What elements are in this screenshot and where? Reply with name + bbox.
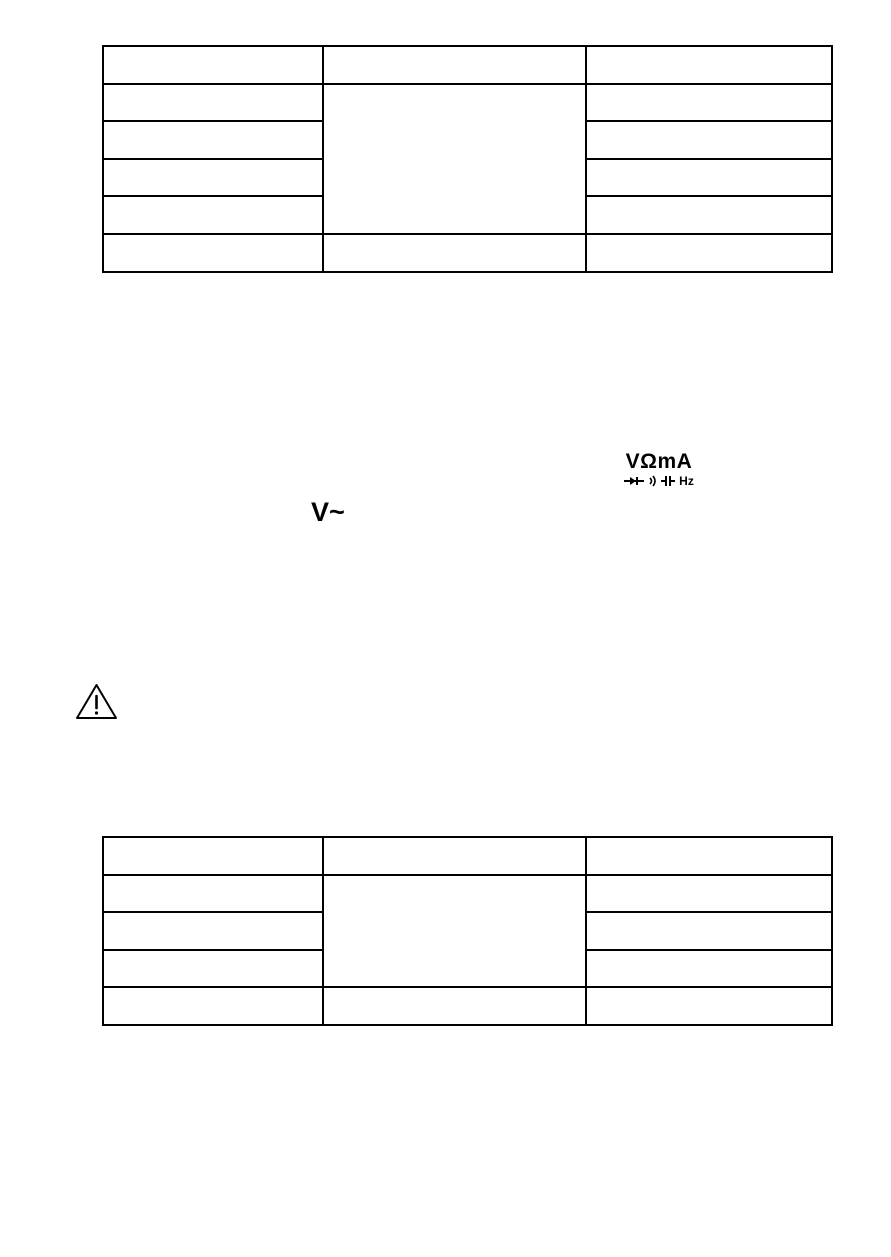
capacitor-icon bbox=[661, 475, 675, 487]
spec-table-bottom bbox=[102, 836, 833, 1026]
table-cell bbox=[103, 121, 323, 159]
hz-label: Hz bbox=[679, 474, 694, 488]
spec-table-top bbox=[102, 45, 833, 273]
diode-icon bbox=[624, 476, 644, 486]
table-cell bbox=[103, 46, 323, 84]
table-cell bbox=[586, 950, 832, 988]
vohm-ma-jack-symbol bbox=[618, 451, 700, 488]
table-row bbox=[103, 234, 832, 272]
table-cell bbox=[586, 912, 832, 950]
table-merged-cell bbox=[323, 84, 586, 234]
table-cell bbox=[323, 234, 586, 272]
table-cell bbox=[586, 84, 832, 122]
table-cell bbox=[103, 837, 323, 875]
jack-function-icons bbox=[618, 474, 700, 488]
warning-triangle-icon bbox=[75, 683, 118, 720]
table-cell bbox=[323, 46, 586, 84]
table-row bbox=[103, 84, 832, 122]
table-cell bbox=[103, 987, 323, 1025]
table-cell bbox=[103, 159, 323, 197]
table-merged-cell bbox=[323, 875, 586, 988]
table-cell bbox=[586, 837, 832, 875]
table-cell bbox=[586, 121, 832, 159]
table-row bbox=[103, 987, 832, 1025]
buzzer-icon bbox=[648, 475, 657, 487]
table-cell bbox=[586, 196, 832, 234]
table-cell bbox=[586, 875, 832, 913]
table-row bbox=[103, 875, 832, 913]
table-cell bbox=[103, 234, 323, 272]
table-header-row bbox=[103, 46, 832, 84]
table-cell bbox=[323, 987, 586, 1025]
table-cell bbox=[103, 875, 323, 913]
ac-voltage-symbol: V~ bbox=[311, 497, 345, 527]
table-cell bbox=[103, 912, 323, 950]
table-cell bbox=[586, 46, 832, 84]
jack-label: VΩmA bbox=[625, 450, 693, 473]
table-header-row bbox=[103, 837, 832, 875]
table-cell bbox=[586, 159, 832, 197]
table-cell bbox=[323, 837, 586, 875]
table-cell bbox=[103, 84, 323, 122]
table-cell bbox=[586, 234, 832, 272]
table-cell bbox=[103, 950, 323, 988]
table-cell bbox=[103, 196, 323, 234]
table-cell bbox=[586, 987, 832, 1025]
